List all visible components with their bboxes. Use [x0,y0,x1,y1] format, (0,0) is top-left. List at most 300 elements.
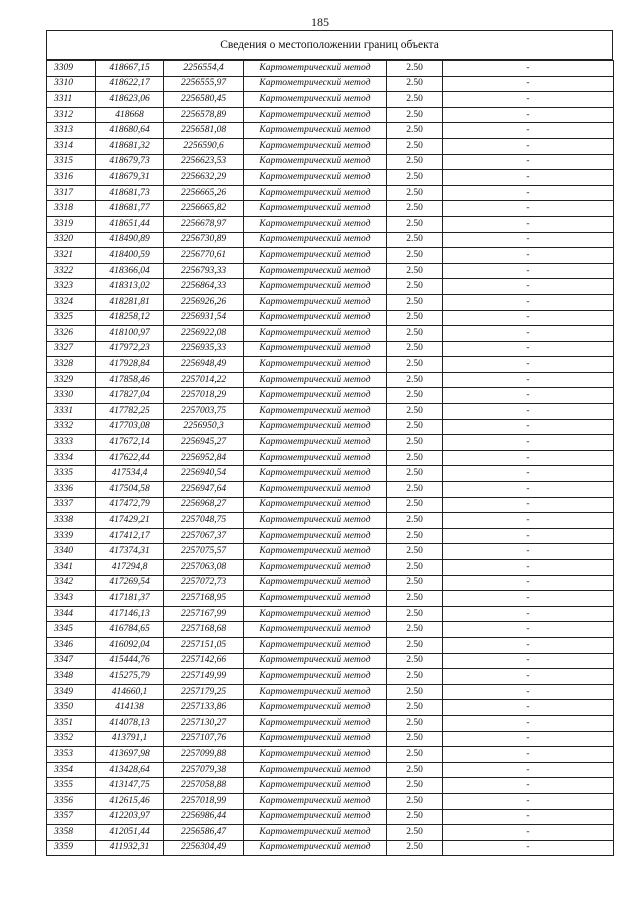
description-cell: - [443,622,614,638]
description-cell: - [443,357,614,373]
y-coordinate-cell: 2256864,33 [164,279,244,295]
description-cell: - [443,185,614,201]
x-coordinate-cell: 418622,17 [96,76,164,92]
description-cell: - [443,450,614,466]
point-number-cell: 3319 [47,216,96,232]
table-row [47,170,614,186]
y-coordinate-cell: 2256581,08 [164,123,244,139]
y-coordinate-cell: 2257018,99 [164,793,244,809]
accuracy-cell: 2.50 [387,76,443,92]
point-number-cell: 3316 [47,170,96,186]
method-cell: Картометрический метод [244,294,387,310]
point-number-cell: 3355 [47,778,96,794]
y-coordinate-cell: 2257003,75 [164,404,244,420]
method-cell: Картометрический метод [244,248,387,264]
y-coordinate-cell: 2256986,44 [164,809,244,825]
accuracy-cell: 2.50 [387,528,443,544]
y-coordinate-cell: 2256730,89 [164,232,244,248]
y-coordinate-cell: 2257048,75 [164,513,244,529]
description-cell: - [443,341,614,357]
method-cell: Картометрический метод [244,637,387,653]
y-coordinate-cell: 2256665,82 [164,201,244,217]
accuracy-cell: 2.50 [387,61,443,77]
point-number-cell: 3324 [47,294,96,310]
method-cell: Картометрический метод [244,279,387,295]
accuracy-cell: 2.50 [387,669,443,685]
point-number-cell: 3342 [47,575,96,591]
point-number-cell: 3315 [47,154,96,170]
x-coordinate-cell: 418680,64 [96,123,164,139]
description-cell: - [443,544,614,560]
method-cell: Картометрический метод [244,357,387,373]
table-row [47,497,614,513]
description-cell: - [443,747,614,763]
table-row [47,450,614,466]
point-number-cell: 3309 [47,61,96,77]
method-cell: Картометрический метод [244,263,387,279]
x-coordinate-cell: 414078,13 [96,715,164,731]
method-cell: Картометрический метод [244,622,387,638]
accuracy-cell: 2.50 [387,388,443,404]
accuracy-cell: 2.50 [387,404,443,420]
y-coordinate-cell: 2257099,88 [164,747,244,763]
point-number-cell: 3328 [47,357,96,373]
description-cell: - [443,560,614,576]
method-cell: Картометрический метод [244,138,387,154]
description-cell: - [443,684,614,700]
accuracy-cell: 2.50 [387,825,443,841]
x-coordinate-cell: 415275,79 [96,669,164,685]
accuracy-cell: 2.50 [387,170,443,186]
x-coordinate-cell: 417534,4 [96,466,164,482]
description-cell: - [443,840,614,856]
table-row [47,778,614,794]
description-cell: - [443,170,614,186]
accuracy-cell: 2.50 [387,622,443,638]
x-coordinate-cell: 418679,31 [96,170,164,186]
table-row [47,357,614,373]
y-coordinate-cell: 2256578,89 [164,107,244,123]
description-cell: - [443,653,614,669]
table-row [47,591,614,607]
description-cell: - [443,294,614,310]
x-coordinate-cell: 413791,1 [96,731,164,747]
y-coordinate-cell: 2257149,99 [164,669,244,685]
description-cell: - [443,793,614,809]
y-coordinate-cell: 2256922,08 [164,326,244,342]
table-row [47,341,614,357]
point-number-cell: 3339 [47,528,96,544]
accuracy-cell: 2.50 [387,466,443,482]
point-number-cell: 3333 [47,435,96,451]
description-cell: - [443,123,614,139]
accuracy-cell: 2.50 [387,294,443,310]
point-number-cell: 3352 [47,731,96,747]
x-coordinate-cell: 417858,46 [96,372,164,388]
x-coordinate-cell: 412203,97 [96,809,164,825]
accuracy-cell: 2.50 [387,232,443,248]
method-cell: Картометрический метод [244,92,387,108]
point-number-cell: 3341 [47,560,96,576]
x-coordinate-cell: 417429,21 [96,513,164,529]
x-coordinate-cell: 417782,25 [96,404,164,420]
description-cell: - [443,232,614,248]
point-number-cell: 3330 [47,388,96,404]
accuracy-cell: 2.50 [387,216,443,232]
table-body [47,61,614,856]
table-row [47,138,614,154]
accuracy-cell: 2.50 [387,778,443,794]
method-cell: Картометрический метод [244,216,387,232]
table-row [47,279,614,295]
description-cell: - [443,606,614,622]
point-number-cell: 3313 [47,123,96,139]
table-row [47,201,614,217]
description-cell: - [443,762,614,778]
point-number-cell: 3311 [47,92,96,108]
method-cell: Картометрический метод [244,170,387,186]
description-cell: - [443,466,614,482]
table-row [47,388,614,404]
point-number-cell: 3332 [47,419,96,435]
point-number-cell: 3325 [47,310,96,326]
description-cell: - [443,575,614,591]
point-number-cell: 3351 [47,715,96,731]
x-coordinate-cell: 418366,04 [96,263,164,279]
accuracy-cell: 2.50 [387,450,443,466]
description-cell: - [443,731,614,747]
description-cell: - [443,591,614,607]
method-cell: Картометрический метод [244,310,387,326]
point-number-cell: 3312 [47,107,96,123]
y-coordinate-cell: 2257067,37 [164,528,244,544]
point-number-cell: 3321 [47,248,96,264]
table-row [47,762,614,778]
accuracy-cell: 2.50 [387,341,443,357]
table-row [47,92,614,108]
description-cell: - [443,513,614,529]
point-number-cell: 3322 [47,263,96,279]
point-number-cell: 3326 [47,326,96,342]
x-coordinate-cell: 418623,06 [96,92,164,108]
x-coordinate-cell: 417412,17 [96,528,164,544]
table-row [47,528,614,544]
y-coordinate-cell: 2256623,53 [164,154,244,170]
y-coordinate-cell: 2257168,68 [164,622,244,638]
method-cell: Картометрический метод [244,419,387,435]
y-coordinate-cell: 2257072,73 [164,575,244,591]
y-coordinate-cell: 2256950,3 [164,419,244,435]
method-cell: Картометрический метод [244,341,387,357]
y-coordinate-cell: 2257167,99 [164,606,244,622]
method-cell: Картометрический метод [244,76,387,92]
point-number-cell: 3358 [47,825,96,841]
x-coordinate-cell: 416784,65 [96,622,164,638]
y-coordinate-cell: 2257133,86 [164,700,244,716]
point-number-cell: 3348 [47,669,96,685]
accuracy-cell: 2.50 [387,747,443,763]
x-coordinate-cell: 418681,77 [96,201,164,217]
y-coordinate-cell: 2257075,57 [164,544,244,560]
point-number-cell: 3320 [47,232,96,248]
coordinates-table [46,60,614,856]
description-cell: - [443,107,614,123]
accuracy-cell: 2.50 [387,357,443,373]
method-cell: Картометрический метод [244,840,387,856]
accuracy-cell: 2.50 [387,715,443,731]
accuracy-cell: 2.50 [387,310,443,326]
table-row [47,216,614,232]
x-coordinate-cell: 418681,73 [96,185,164,201]
description-cell: - [443,201,614,217]
point-number-cell: 3337 [47,497,96,513]
x-coordinate-cell: 412615,46 [96,793,164,809]
method-cell: Картометрический метод [244,528,387,544]
method-cell: Картометрический метод [244,61,387,77]
x-coordinate-cell: 418679,73 [96,154,164,170]
method-cell: Картометрический метод [244,731,387,747]
y-coordinate-cell: 2256586,47 [164,825,244,841]
accuracy-cell: 2.50 [387,575,443,591]
point-number-cell: 3310 [47,76,96,92]
x-coordinate-cell: 413147,75 [96,778,164,794]
x-coordinate-cell: 417146,13 [96,606,164,622]
accuracy-cell: 2.50 [387,591,443,607]
y-coordinate-cell: 2256940,54 [164,466,244,482]
x-coordinate-cell: 418281,81 [96,294,164,310]
y-coordinate-cell: 2256770,61 [164,248,244,264]
x-coordinate-cell: 416092,04 [96,637,164,653]
x-coordinate-cell: 415444,76 [96,653,164,669]
method-cell: Картометрический метод [244,793,387,809]
description-cell: - [443,637,614,653]
table-row [47,840,614,856]
y-coordinate-cell: 2257018,29 [164,388,244,404]
description-cell: - [443,372,614,388]
x-coordinate-cell: 417672,14 [96,435,164,451]
method-cell: Картометрический метод [244,185,387,201]
method-cell: Картометрический метод [244,575,387,591]
table-row [47,294,614,310]
point-number-cell: 3340 [47,544,96,560]
accuracy-cell: 2.50 [387,513,443,529]
x-coordinate-cell: 418651,44 [96,216,164,232]
accuracy-cell: 2.50 [387,482,443,498]
method-cell: Картометрический метод [244,762,387,778]
x-coordinate-cell: 417703,08 [96,419,164,435]
x-coordinate-cell: 417928,84 [96,357,164,373]
y-coordinate-cell: 2257168,95 [164,591,244,607]
point-number-cell: 3338 [47,513,96,529]
description-cell: - [443,497,614,513]
method-cell: Картометрический метод [244,653,387,669]
description-cell: - [443,809,614,825]
method-cell: Картометрический метод [244,404,387,420]
table-row [47,185,614,201]
accuracy-cell: 2.50 [387,809,443,825]
accuracy-cell: 2.50 [387,92,443,108]
table-row [47,637,614,653]
table-row [47,575,614,591]
x-coordinate-cell: 418667,15 [96,61,164,77]
method-cell: Картометрический метод [244,232,387,248]
y-coordinate-cell: 2256665,26 [164,185,244,201]
page-number: 185 [311,15,329,29]
table-row [47,76,614,92]
method-cell: Картометрический метод [244,372,387,388]
table-row [47,419,614,435]
point-number-cell: 3347 [47,653,96,669]
description-cell: - [443,482,614,498]
description-cell: - [443,528,614,544]
accuracy-cell: 2.50 [387,107,443,123]
y-coordinate-cell: 2257079,38 [164,762,244,778]
accuracy-cell: 2.50 [387,248,443,264]
table-row [47,653,614,669]
description-cell: - [443,92,614,108]
description-cell: - [443,279,614,295]
description-cell: - [443,216,614,232]
x-coordinate-cell: 417181,37 [96,591,164,607]
table-row [47,669,614,685]
boundary-table-sheet [46,30,613,856]
method-cell: Картометрический метод [244,435,387,451]
table-row [47,747,614,763]
table-row [47,263,614,279]
y-coordinate-cell: 2257179,25 [164,684,244,700]
method-cell: Картометрический метод [244,560,387,576]
accuracy-cell: 2.50 [387,497,443,513]
accuracy-cell: 2.50 [387,653,443,669]
description-cell: - [443,310,614,326]
method-cell: Картометрический метод [244,669,387,685]
table-row [47,466,614,482]
method-cell: Картометрический метод [244,544,387,560]
x-coordinate-cell: 417504,58 [96,482,164,498]
table-row [47,793,614,809]
y-coordinate-cell: 2256948,49 [164,357,244,373]
description-cell: - [443,404,614,420]
y-coordinate-cell: 2257142,66 [164,653,244,669]
description-cell: - [443,825,614,841]
x-coordinate-cell: 417269,54 [96,575,164,591]
table-row [47,560,614,576]
accuracy-cell: 2.50 [387,201,443,217]
accuracy-cell: 2.50 [387,185,443,201]
accuracy-cell: 2.50 [387,684,443,700]
y-coordinate-cell: 2256926,26 [164,294,244,310]
x-coordinate-cell: 413697,98 [96,747,164,763]
y-coordinate-cell: 2256952,84 [164,450,244,466]
table-row [47,232,614,248]
method-cell: Картометрический метод [244,450,387,466]
description-cell: - [443,388,614,404]
method-cell: Картометрический метод [244,684,387,700]
accuracy-cell: 2.50 [387,762,443,778]
point-number-cell: 3353 [47,747,96,763]
table-row [47,684,614,700]
accuracy-cell: 2.50 [387,606,443,622]
table-row [47,372,614,388]
method-cell: Картометрический метод [244,466,387,482]
point-number-cell: 3314 [47,138,96,154]
y-coordinate-cell: 2257063,08 [164,560,244,576]
y-coordinate-cell: 2256632,29 [164,170,244,186]
x-coordinate-cell: 418100,97 [96,326,164,342]
accuracy-cell: 2.50 [387,138,443,154]
table-row [47,154,614,170]
description-cell: - [443,61,614,77]
table-row [47,404,614,420]
x-coordinate-cell: 412051,44 [96,825,164,841]
point-number-cell: 3336 [47,482,96,498]
point-number-cell: 3343 [47,591,96,607]
y-coordinate-cell: 2256304,49 [164,840,244,856]
y-coordinate-cell: 2256931,54 [164,310,244,326]
table-row [47,700,614,716]
point-number-cell: 3354 [47,762,96,778]
method-cell: Картометрический метод [244,715,387,731]
description-cell: - [443,76,614,92]
y-coordinate-cell: 2256590,6 [164,138,244,154]
point-number-cell: 3323 [47,279,96,295]
table-title: Сведения о местоположении границ объекта [46,30,613,60]
description-cell: - [443,669,614,685]
x-coordinate-cell: 417622,44 [96,450,164,466]
description-cell: - [443,154,614,170]
table-row [47,310,614,326]
y-coordinate-cell: 2257014,22 [164,372,244,388]
accuracy-cell: 2.50 [387,560,443,576]
x-coordinate-cell: 418313,02 [96,279,164,295]
table-row [47,248,614,264]
accuracy-cell: 2.50 [387,637,443,653]
accuracy-cell: 2.50 [387,326,443,342]
method-cell: Картометрический метод [244,154,387,170]
method-cell: Картометрический метод [244,326,387,342]
y-coordinate-cell: 2257151,05 [164,637,244,653]
method-cell: Картометрический метод [244,747,387,763]
table-row [47,715,614,731]
table-row [47,326,614,342]
accuracy-cell: 2.50 [387,793,443,809]
accuracy-cell: 2.50 [387,154,443,170]
accuracy-cell: 2.50 [387,419,443,435]
description-cell: - [443,715,614,731]
method-cell: Картометрический метод [244,107,387,123]
description-cell: - [443,248,614,264]
x-coordinate-cell: 417827,04 [96,388,164,404]
point-number-cell: 3359 [47,840,96,856]
x-coordinate-cell: 418258,12 [96,310,164,326]
table-row [47,622,614,638]
y-coordinate-cell: 2256580,45 [164,92,244,108]
accuracy-cell: 2.50 [387,279,443,295]
point-number-cell: 3357 [47,809,96,825]
accuracy-cell: 2.50 [387,544,443,560]
point-number-cell: 3344 [47,606,96,622]
x-coordinate-cell: 418400,59 [96,248,164,264]
point-number-cell: 3349 [47,684,96,700]
method-cell: Картометрический метод [244,606,387,622]
accuracy-cell: 2.50 [387,435,443,451]
accuracy-cell: 2.50 [387,700,443,716]
method-cell: Картометрический метод [244,513,387,529]
y-coordinate-cell: 2257058,88 [164,778,244,794]
point-number-cell: 3345 [47,622,96,638]
method-cell: Картометрический метод [244,591,387,607]
description-cell: - [443,435,614,451]
